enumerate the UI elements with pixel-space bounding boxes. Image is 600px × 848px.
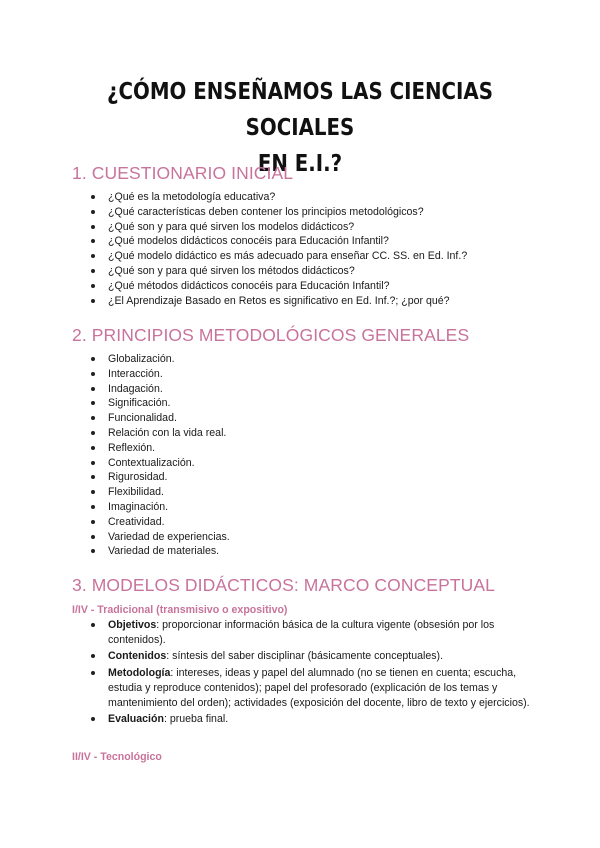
list-item: Relación con la vida real. bbox=[90, 426, 230, 441]
list-item: Variedad de materiales. bbox=[90, 544, 230, 559]
list-item: ¿El Aprendizaje Basado en Retos es significativo en Ed. Inf.?; ¿por qué? bbox=[90, 294, 467, 309]
list-item: ¿Qué son y para qué sirven los modelos didácticos? bbox=[90, 220, 467, 235]
section-heading-didactic-models: 3. MODELOS DIDÁCTICOS: MARCO CONCEPTUAL bbox=[72, 575, 495, 595]
list-item: Significación. bbox=[90, 396, 230, 411]
list-item: Funcionalidad. bbox=[90, 411, 230, 426]
list-item: Contextualización. bbox=[90, 456, 230, 471]
item-term: Objetivos bbox=[108, 619, 157, 631]
list-item: ¿Qué son y para qué sirven los métodos didácticos? bbox=[90, 264, 467, 279]
principles-list bbox=[90, 352, 230, 559]
list-item: ¿Qué es la metodología educativa? bbox=[90, 190, 467, 205]
model-heading-traditional: I/IV - Tradicional (transmisivo o expositivo) bbox=[72, 604, 288, 616]
model-heading-technological: II/IV - Tecnológico bbox=[72, 751, 162, 763]
title-line-2: EN E.I.? bbox=[257, 151, 343, 177]
item-text: : proporcionar información básica de la cultura vigente (obsesión por los contenidos). bbox=[108, 619, 495, 647]
list-item bbox=[90, 649, 530, 664]
traditional-model-list bbox=[90, 618, 530, 728]
list-item: Creatividad. bbox=[90, 515, 230, 530]
list-item: Indagación. bbox=[90, 382, 230, 397]
list-item: Globalización. bbox=[90, 352, 230, 367]
item-term: Evaluación bbox=[108, 713, 164, 726]
list-item: Flexibilidad. bbox=[90, 485, 230, 500]
item-text: : síntesis del saber disciplinar (básicamente conceptuales). bbox=[166, 650, 444, 663]
list-item: Rigurosidad. bbox=[90, 470, 230, 485]
list-item: ¿Qué modelo didáctico es más adecuado para enseñar CC. SS. en Ed. Inf.? bbox=[90, 249, 467, 264]
section-heading-principles: 2. PRINCIPIOS METODOLÓGICOS GENERALES bbox=[72, 325, 470, 345]
item-text: : prueba final. bbox=[163, 713, 229, 726]
list-item: Variedad de experiencias. bbox=[90, 530, 230, 545]
item-term: Metodología bbox=[108, 666, 171, 679]
list-item: Reflexión. bbox=[90, 441, 230, 456]
list-item bbox=[90, 666, 530, 712]
questions-list bbox=[90, 190, 467, 308]
item-text: : intereses, ideas y papel del alumnado (no se tienen en cuenta; escucha, estudia y reproduce contenidos); papel del profesorado (explicación de los temas y mantenimiento del orden); actividades (exposición del docente, libro de texto y ejercicios). bbox=[108, 666, 530, 710]
title-line-1: ¿CÓMO ENSEÑAMOS LAS CIENCIAS SOCIALES bbox=[107, 79, 493, 141]
list-item: ¿Qué características deben contener los principios metodológicos? bbox=[90, 205, 467, 220]
item-term: Contenidos bbox=[108, 650, 167, 663]
list-item bbox=[90, 712, 530, 727]
list-item: ¿Qué modelos didácticos conocéis para Educación Infantil? bbox=[90, 234, 467, 249]
list-item: Imaginación. bbox=[90, 500, 230, 515]
section-heading-questionnaire: 1. CUESTIONARIO INICIAL bbox=[72, 163, 294, 183]
list-item: ¿Qué métodos didácticos conocéis para Educación Infantil? bbox=[90, 279, 467, 294]
list-item: Interacción. bbox=[90, 367, 230, 382]
list-item bbox=[90, 618, 530, 648]
